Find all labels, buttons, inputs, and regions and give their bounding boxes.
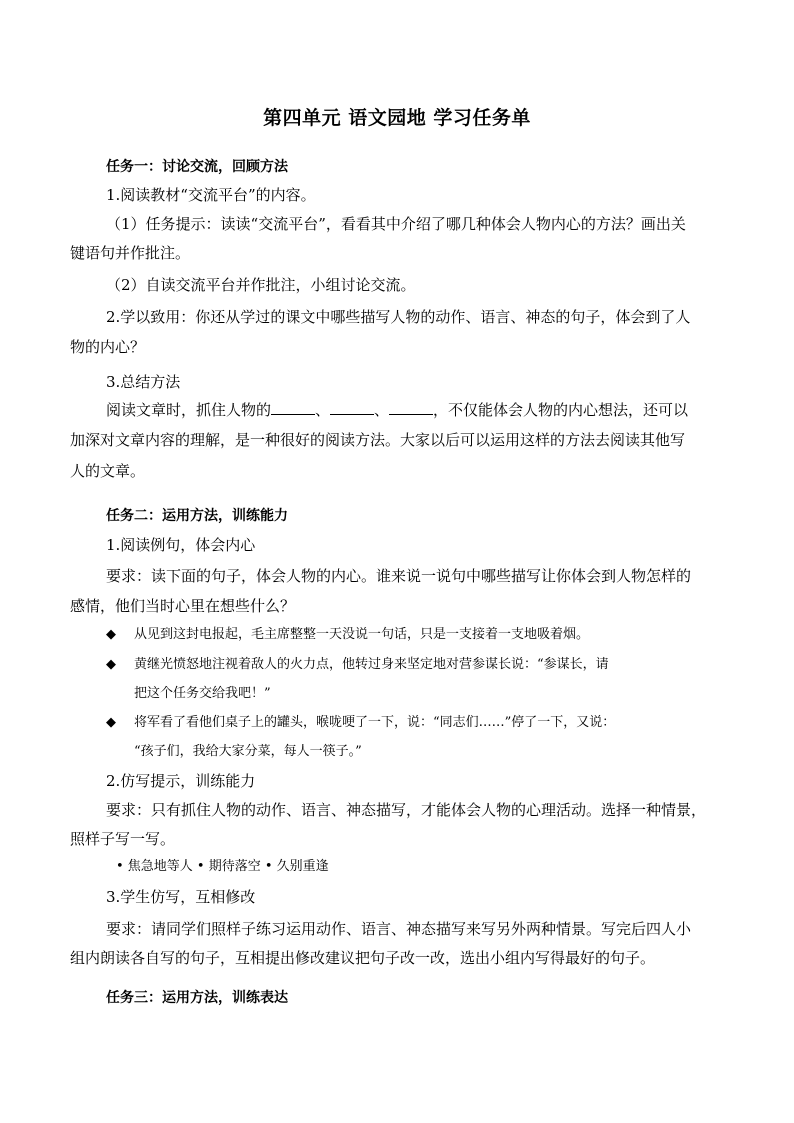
task1-line: 3.总结方法 <box>106 373 181 391</box>
task1-line: 键语句并作批注。 <box>70 244 191 262</box>
separator: 、 <box>374 401 390 419</box>
task1-line: 加深对文章内容的理解，是一种很好的阅读方法。大家以后可以运用这样的方法去阅读其他写 <box>70 431 686 449</box>
task1-heading: 任务一：讨论交流，回顾方法 <box>106 159 288 175</box>
task1-line: 人的文章。 <box>70 462 146 480</box>
answer-blank[interactable] <box>271 400 315 415</box>
task2-line: 感情，他们当时心里在想些什么？ <box>70 597 296 615</box>
task2-line: 照样子写一写。 <box>70 830 176 848</box>
task2-line: 要求：请同学们照样子练习运用动作、语言、神态描写来写另外两种情景。写完后四人小 <box>106 920 692 938</box>
task3-heading: 任务三：运用方法，训练表达 <box>106 990 288 1006</box>
task2-line: 2.仿写提示，训练能力 <box>106 772 256 790</box>
task2-line: 要求：读下面的句子，体会人物的内心。谁来说一说句中哪些描写让你体会到人物怎样的 <box>106 567 692 585</box>
example-sentence-cont: 把这个任务交给我吧！” <box>134 686 271 701</box>
answer-blank[interactable] <box>389 400 433 415</box>
task1-line: 2.学以致用：你还从学过的课文中哪些描写人物的动作、语言、神态的句子，体会到了人 <box>106 308 691 326</box>
fill-in-text: 阅读文章时，抓住人物的 <box>106 401 272 419</box>
fill-in-text: ，不仅能体会人物的内心想法，还可以 <box>433 401 689 419</box>
separator: 、 <box>315 401 331 419</box>
fill-in-sentence <box>106 400 688 420</box>
task2-line: 要求：只有抓住人物的动作、语言、神态描写，才能体会人物的心理活动。选择一种情景， <box>106 801 707 819</box>
example-sentence: 从见到这封电报起，毛主席整整一天没说一句话，只是一支接着一支地吸着烟。 <box>134 627 590 642</box>
task2-heading: 任务二：运用方法，训练能力 <box>106 508 288 524</box>
example-sentence-cont: “孩子们，我给大家分菜，每人一筷子。” <box>134 744 362 759</box>
scenario-options: • 焦急地等人 • 期待落空 • 久别重逢 <box>116 859 329 874</box>
task2-line: 组内朗读各自写的句子，互相提出修改建议把句子改一改，选出小组内写得最好的句子。 <box>70 949 656 967</box>
diamond-bullet-icon: ◆ <box>106 627 116 642</box>
task1-line: （1）任务提示：读读“交流平台”，看看其中介绍了哪几种体会人物内心的方法？画出关 <box>106 215 686 233</box>
example-sentence: 将军看了看他们桌子上的罐头，喉咙哽了一下，说：“同志们……”停了一下，又说： <box>134 715 616 730</box>
task1-line: 物的内心？ <box>70 338 146 356</box>
diamond-bullet-icon: ◆ <box>106 715 116 730</box>
task1-line: （2）自读交流平台并作批注，小组讨论交流。 <box>106 276 416 294</box>
task1-line: 1.阅读教材“交流平台”的内容。 <box>106 186 316 204</box>
answer-blank[interactable] <box>330 400 374 415</box>
page-title: 第四单元 语文园地 学习任务单 <box>263 107 531 129</box>
example-sentence: 黄继光愤怒地注视着敌人的火力点，他转过身来坚定地对营参谋长说：“参谋长，请 <box>134 657 609 672</box>
diamond-bullet-icon: ◆ <box>106 657 116 672</box>
task2-line: 1.阅读例句，体会内心 <box>106 536 256 554</box>
task2-line: 3.学生仿写，互相修改 <box>106 888 256 906</box>
